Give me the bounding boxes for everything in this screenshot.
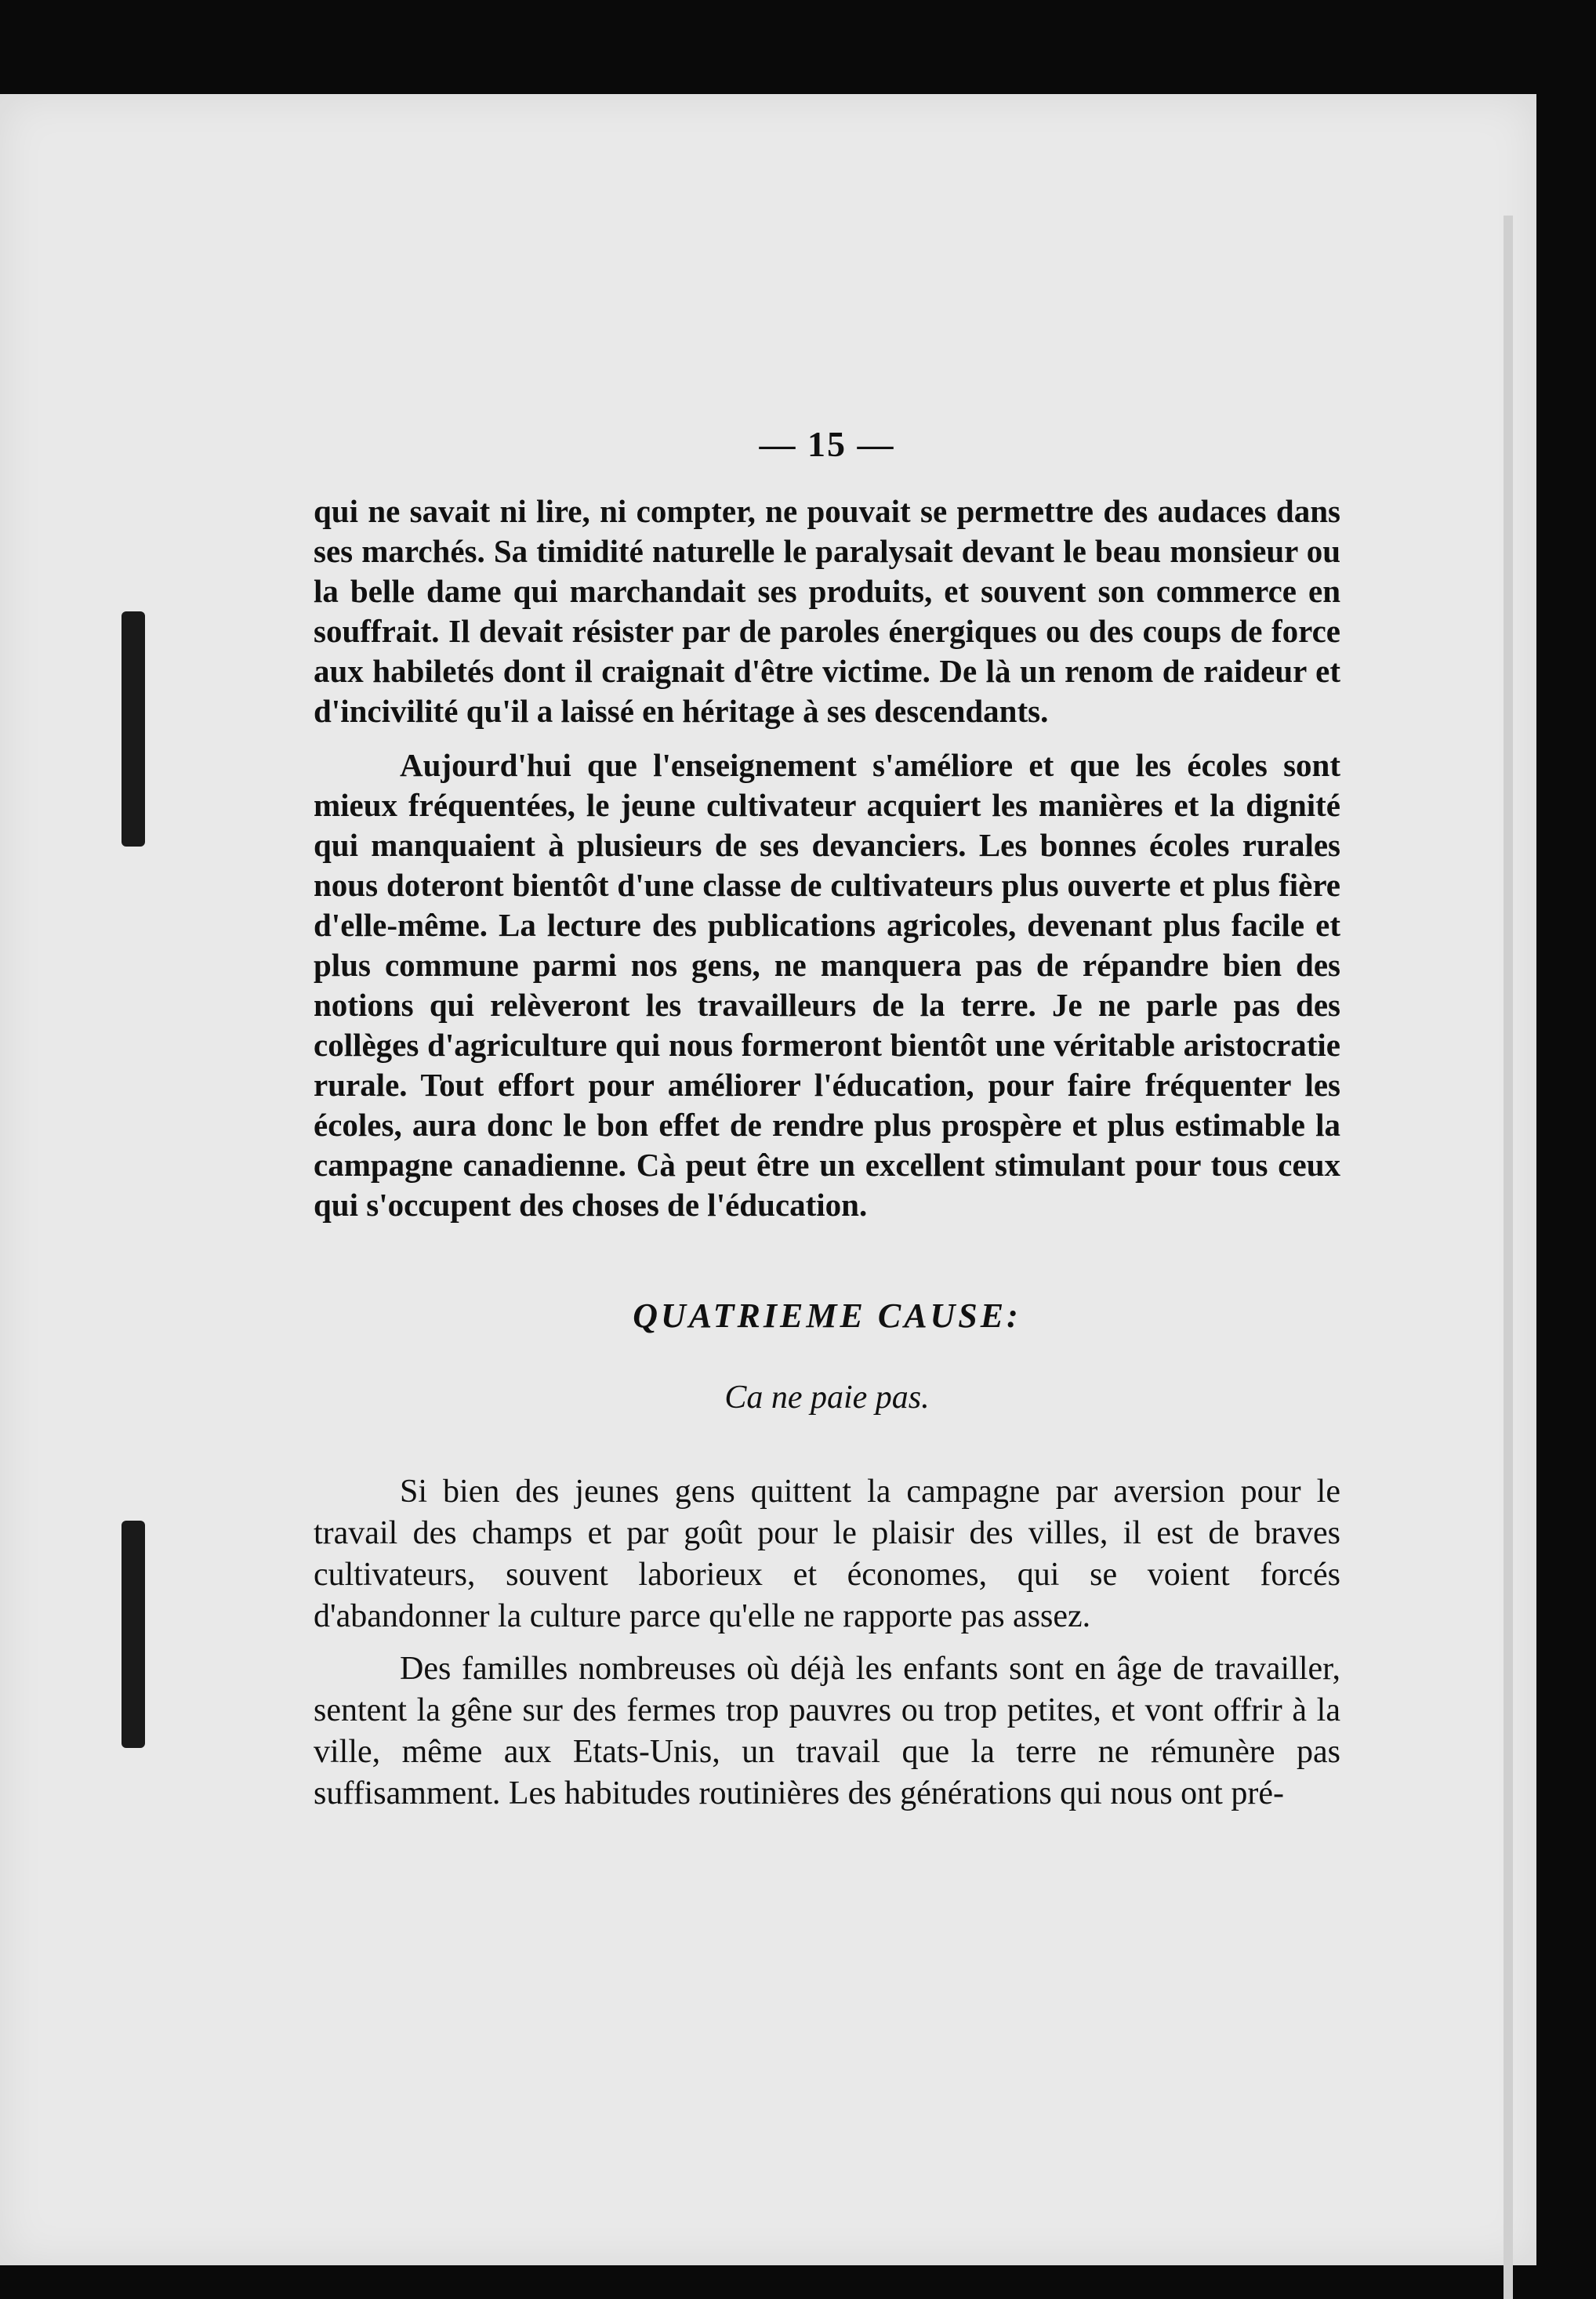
paragraph-education: Aujourd'hui que l'enseignement s'améliore et que les écoles sont mieux fréquentées, le jeune cultivateur acquiert les manières et la dignité qui manquaient à plusieurs de ses devanciers. Les bonnes écoles rurales nous doteront bientôt d'une classe de cultivateurs plus ouverte et plus fière d'elle-même. La lecture des publications agricoles, devenant plus facile et plus commune parmi nos gens, ne manquera pas de répandre bien des notions qui relèveront les travailleurs de la terre. Je ne parle pas des collèges d'agriculture qui nous formeront bientôt une véritable aristocratie rurale. Tout effort pour améliorer l'éducation, pour faire fréquenter les écoles, aura donc le bon effet de rendre plus prospère et plus estimable la campagne canadienne. Cà peut être un excellent stimulant pour tous ceux qui s'occupent des choses de l'éducation. bbox=[314, 747, 1340, 1223]
page-edge bbox=[1504, 216, 1513, 2299]
page-number: — 15 — bbox=[759, 424, 895, 464]
page-content bbox=[314, 423, 1340, 1826]
section-heading: QUATRIEME CAUSE: bbox=[633, 1296, 1021, 1335]
scanned-page bbox=[0, 94, 1536, 2265]
binding-staple-mark-lower bbox=[122, 1521, 145, 1748]
binding-staple-mark-upper bbox=[122, 611, 145, 847]
paragraph-aversion: Si bien des jeunes gens quittent la campagne par aversion pour le travail des champs et par goût pour le plaisir des villes, il est de braves cultivateurs, souvent laborieux et économes, qui se voient forcés d'abandonner la culture parce qu'elle ne rapporte pas assez. bbox=[314, 1474, 1340, 1634]
section-subheading: Ca ne paie pas. bbox=[724, 1380, 930, 1416]
paragraph-families: Des familles nombreuses où déjà les enfants sont en âge de travailler, sentent la gêne sur des fermes trop pauvres ou trop petites, et vont offrir à la ville, même aux Etats-Unis, un travail que la terre ne rémunère pas suffisamment. Les habitudes routinières des générations qui nous ont pré- bbox=[314, 1651, 1340, 1811]
paragraph-continuation: qui ne savait ni lire, ni compter, ne pouvait se permettre des audaces dans ses marchés. Sa timidité naturelle le paralysait devant le beau monsieur ou la belle dame qui marchandait ses produits, et souvent son commerce en souffrait. Il devait résister par de paroles énergiques ou des coups de force aux habiletés dont il craignait d'être victime. De là un renom de raideur et d'incivilité qu'il a laissé en héritage à ses descendants. bbox=[314, 493, 1340, 729]
